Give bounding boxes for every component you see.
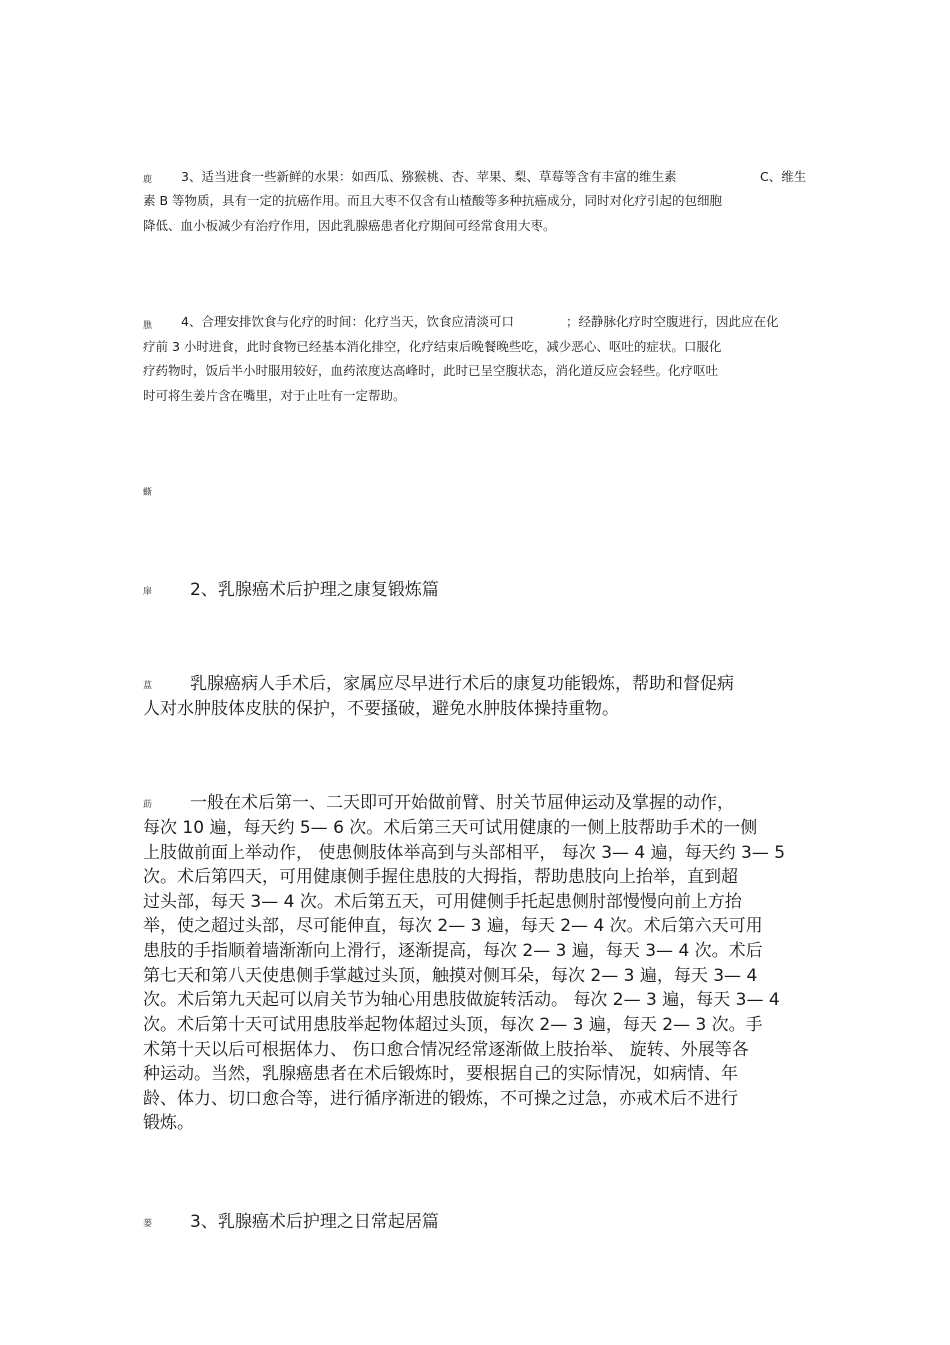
para-marker: 莇: [143, 800, 153, 810]
exercise-line: 一般在术后第一、二天即可开始做前臂、肘关节屈伸运动及掌握的动作，: [190, 793, 734, 813]
intro-line-1: 乳腺癌病人手术后，家属应尽早进行术后的康复功能锻炼，帮助和督促病: [190, 674, 734, 694]
para-marker: 膲: [143, 321, 153, 331]
intro-line-2: 人对水肿肢体皮肤的保护，不要搔破，避免水肿肢体操持重物。: [143, 699, 619, 719]
exercise-line: 举，使之超过头部，尽可能伸直，每次 2— 3 遍，每天 2— 4 次。术后第六天可用: [143, 916, 763, 936]
para4-line-1-tail: ；经静脉化疗时空腹进行，因此应在化: [566, 314, 779, 329]
exercise-line: 次。术后第四天，可用健康侧手握住患肢的大拇指，帮助患肢向上抬举，直到超: [143, 867, 738, 887]
para4-line-4: 时可将生姜片含在嘴里，对于止吐有一定帮助。: [143, 388, 406, 403]
exercise-line: 次。术后第十天可试用患肢举起物体超过头顶，每次 2— 3 遍，每天 2— 3 次。手: [143, 1015, 763, 1035]
para3-line-1-tail: C、维生: [760, 169, 807, 184]
para3-line-1: 3、适当进食一些新鲜的水果：如西瓜、猕猴桃、杏、苹果、梨、草莓等含有丰富的维生素: [181, 169, 677, 184]
exercise-line: 过头部，每天 3— 4 次。术后第五天，可用健侧手托起患侧肘部慢慢向前上方抬: [143, 892, 742, 912]
para-marker: 蒀: [143, 681, 153, 691]
para4-line-3: 疗药物时，饭后半小时服用较好，血药浓度达高峰时，此时已呈空腹状态，消化道反应会轻些。化疗呕吐: [143, 363, 719, 378]
para4-line-1: 4、合理安排饮食与化疗的时间：化疗当天，饮食应清淡可口: [181, 314, 514, 329]
para3-line-3: 降低、血小板减少有治疗作用，因此乳腺癌患者化疗期间可经常食用大枣。: [143, 218, 556, 233]
heading-marker: 蒌: [143, 1219, 153, 1229]
exercise-line: 次。术后第九天起可以肩关节为轴心用患肢做旋转活动。 每次 2— 3 遍，每天 3— 4: [143, 990, 780, 1010]
exercise-line: 患肢的手指顺着墙渐渐向上滑行，逐渐提高，每次 2— 3 遍，每天 3— 4 次。术后: [143, 941, 763, 961]
exercise-line: 龄、体力、切口愈合等，进行循序渐进的锻炼，不可操之过急，亦戒术后不进行: [143, 1089, 738, 1109]
stray-marker: 蟖: [143, 488, 153, 498]
heading-marker: 肁: [143, 587, 153, 597]
para-marker: 鹿: [143, 175, 153, 185]
para4-line-2: 疗前 3 小时进食，此时食物已经基本消化排空，化疗结束后晚餐晚些吃，减少恶心、呕吐的症状。口服化: [143, 339, 722, 354]
exercise-line: 种运动。当然，乳腺癌患者在术后锻炼时，要根据自己的实际情况，如病情、年: [143, 1064, 738, 1084]
exercise-line: 每次 10 遍，每天约 5— 6 次。术后第三天可试用健康的一侧上肢帮助手术的一侧: [143, 818, 758, 838]
para3-line-2: 素 B 等物质，具有一定的抗癌作用。而且大枣不仅含有山楂酸等多种抗癌成分，同时对化疗引起的包细胞: [143, 193, 723, 208]
exercise-line: 上肢做前面上举动作， 使患侧肢体举高到与头部相平， 每次 3— 4 遍，每天约 3— 5: [143, 843, 786, 863]
exercise-line: 锻炼。: [143, 1113, 194, 1133]
section-heading-rehab: 2、乳腺癌术后护理之康复锻炼篇: [190, 580, 439, 600]
exercise-line: 第七天和第八天使患侧手掌越过头顶，触摸对侧耳朵，每次 2— 3 遍，每天 3— 4: [143, 966, 758, 986]
section-heading-daily-life: 3、乳腺癌术后护理之日常起居篇: [190, 1212, 439, 1232]
exercise-line: 术第十天以后可根据体力、 伤口愈合情况经常逐渐做上肢抬举、 旋转、外展等各: [143, 1040, 749, 1060]
